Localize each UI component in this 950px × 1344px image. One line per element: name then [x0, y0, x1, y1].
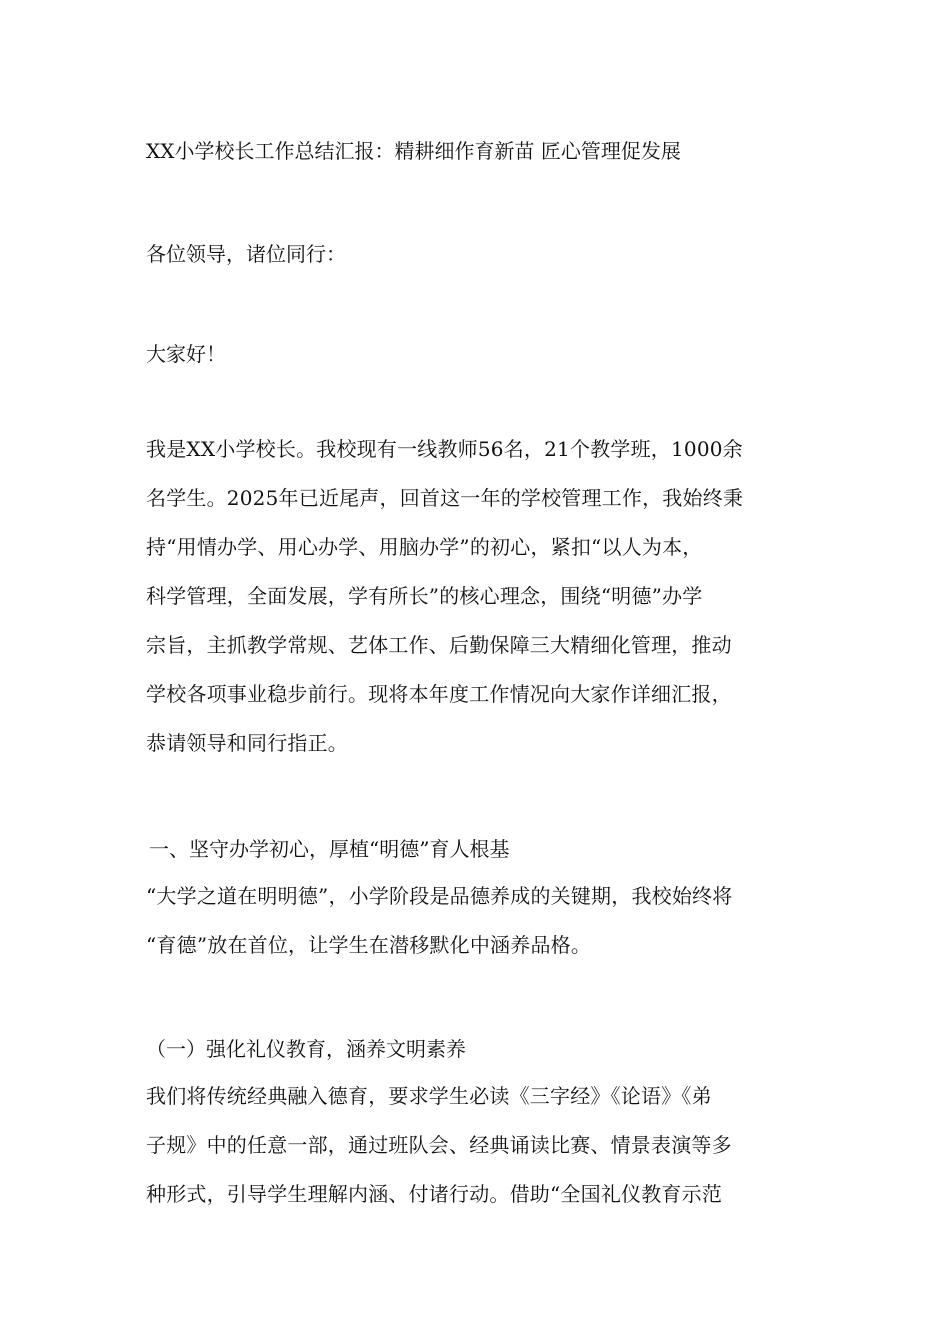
- document-title: XX小学校长工作总结汇报：精耕细作育新苗 匠心管理促发展: [146, 139, 681, 163]
- intro-paragraph: [146, 437, 816, 780]
- paragraph-line: 名学生。2025年已近尾声，回首这一年的学校管理工作，我始终秉: [146, 486, 744, 510]
- subsection-paragraph: [146, 1084, 816, 1231]
- salutation: 各位领导，诸位同行：: [146, 242, 346, 266]
- paragraph-line: 宗旨，主抓教学常规、艺体工作、后勤保障三大精细化管理，推动: [146, 633, 732, 657]
- paragraph-line: “大学之道在明明德”，小学阶段是品德养成的关键期，我校始终将: [146, 884, 733, 908]
- paragraph-line: 子规》中的任意一部，通过班队会、经典诵读比赛、情景表演等多: [146, 1133, 732, 1157]
- subsection-heading: （一）强化礼仪教育，涵养文明素养: [146, 1037, 466, 1061]
- paragraph-line: “育德”放在首位，让学生在潜移默化中涵养品格。: [146, 933, 592, 957]
- paragraph-line: 科学管理，全面发展，学有所长”的核心理念，围绕“明德”办学: [146, 584, 703, 608]
- paragraph-line: 持“用情办学、用心办学、用脑办学”的初心，紧扣“以人为本，: [146, 535, 703, 559]
- paragraph-line: 我是XX小学校长。我校现有一线教师56名，21个教学班，1000余: [146, 437, 743, 461]
- greeting: 大家好！: [146, 342, 226, 366]
- section-paragraph: [146, 884, 816, 982]
- paragraph-line: 恭请领导和同行指正。: [146, 731, 348, 755]
- paragraph-line: 种形式，引导学生理解内涵、付诸行动。借助“全国礼仪教育示范: [146, 1182, 723, 1206]
- section-heading: 一、坚守办学初心，厚植“明德”育人根基: [149, 837, 510, 861]
- paragraph-line: 学校各项事业稳步前行。现将本年度工作情况向大家作详细汇报，: [146, 682, 732, 706]
- paragraph-line: 我们将传统经典融入德育，要求学生必读《三字经》《论语》《弟: [146, 1084, 712, 1108]
